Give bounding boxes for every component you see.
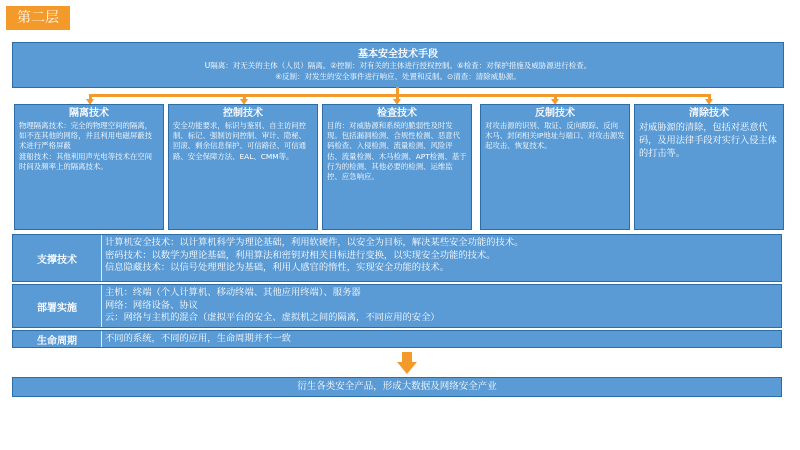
lifecycle-row: [12, 330, 782, 348]
deployment-label: 部署实施: [13, 285, 102, 327]
down-arrow-icon: [397, 352, 417, 374]
removal-tech-line-1: 对威胁源的清除，包括对恶意代码，及用法律手段对实行入侵主体的打击等。: [639, 122, 777, 159]
isolation-tech-title: 隔离技术: [69, 108, 109, 119]
inspection-tech-line-1: 目的：对威胁源和系统的脆弱性及时发现。包括漏洞检测、合规性检测、恶意代码检查、入侵检测、流量检测、风险评估、流量检测、木马检测、APT检测、基于行为的检测、其他必要的检测、运维监控、应急响应。: [327, 121, 467, 182]
support-tech-label: 支撑技术: [13, 235, 102, 281]
lifecycle-label: 生命周期: [13, 331, 102, 347]
basic-techniques-line-1: U隔离：对无关的主体（人员）隔离。②控制：对有关的主体进行授权控制。⑥检查：对保护措施及威胁源进行检查。: [204, 61, 592, 70]
deployment-line-3: 云：网络与主机的混合（虚拟平台的安全、虚拟机之间的隔离，不同应用的安全）: [105, 312, 440, 323]
countermeasure-tech-box: [480, 104, 630, 230]
support-tech-line-3: 信息隐藏技术：以信号处理理论为基础，利用人感官的惰性，实现安全功能的技术。: [105, 262, 449, 273]
countermeasure-tech-title: 反制技术: [535, 108, 575, 119]
basic-techniques-title: 基本安全技术手段: [358, 49, 438, 60]
support-tech-row: [12, 234, 782, 282]
deployment-line-2: 网络：网络设备、协议: [105, 299, 198, 311]
removal-tech-box: [634, 104, 784, 230]
deployment-line-1: 主机：终端（个人计算机、移动终端、其他应用终端）、服务器: [105, 287, 361, 298]
control-tech-box: [168, 104, 318, 230]
lifecycle-line-1: 不同的系统，不同的应用，生命周期并不一致: [105, 333, 291, 344]
support-tech-line-1: 计算机安全技术：以计算机科学为理论基础，利用软硬件，以安全为目标，解决某些安全功能的技术。: [105, 237, 524, 248]
inspection-tech-box: [322, 104, 472, 230]
connector-horizontal: [89, 94, 710, 97]
removal-tech-title: 清除技术: [689, 108, 729, 119]
deployment-row: [12, 284, 782, 328]
control-tech-title: 控制技术: [223, 108, 263, 119]
countermeasure-tech-line-1: 对攻击源的识别、取证、反向跟踪、反向木马、封闭相关IP地址与端口、对攻击源发起攻击、恢复技术。: [485, 121, 625, 151]
layer-tag: 第二层: [6, 6, 70, 30]
isolation-tech-line-2: 渡船技术：其他利用声光电等技术在空间时间及频率上的隔离技术。: [19, 151, 153, 171]
inspection-tech-title: 检查技术: [377, 108, 417, 119]
control-tech-line-1: 安全功能要求，标识与鉴别、自主访问控制、标记、强制访问控制、审计、隐秘、回滚、剩余信息保护、可信路径、可信通路、安全保障方法、EAL、CMM等。: [173, 121, 307, 161]
support-tech-line-2: 密码技术：以数学为理论基础，利用算法和密钥对相关目标进行变换，以实现安全功能的技术。: [105, 249, 496, 261]
industry-outcome-box: 衍生各类安全产品，形成大数据及网络安全产业: [12, 377, 782, 397]
basic-techniques-box: [12, 42, 784, 88]
isolation-tech-line-1: 物理隔离技术：完全的物理空间的隔离，如不连其他的网络，并且利用电磁屏蔽技术进行严格屏蔽: [19, 121, 153, 151]
basic-techniques-line-2: ④反制：对发生的安全事件进行响应、处置和反制。⊙清查：清除威胁源。: [275, 72, 521, 81]
isolation-tech-box: [14, 104, 164, 230]
